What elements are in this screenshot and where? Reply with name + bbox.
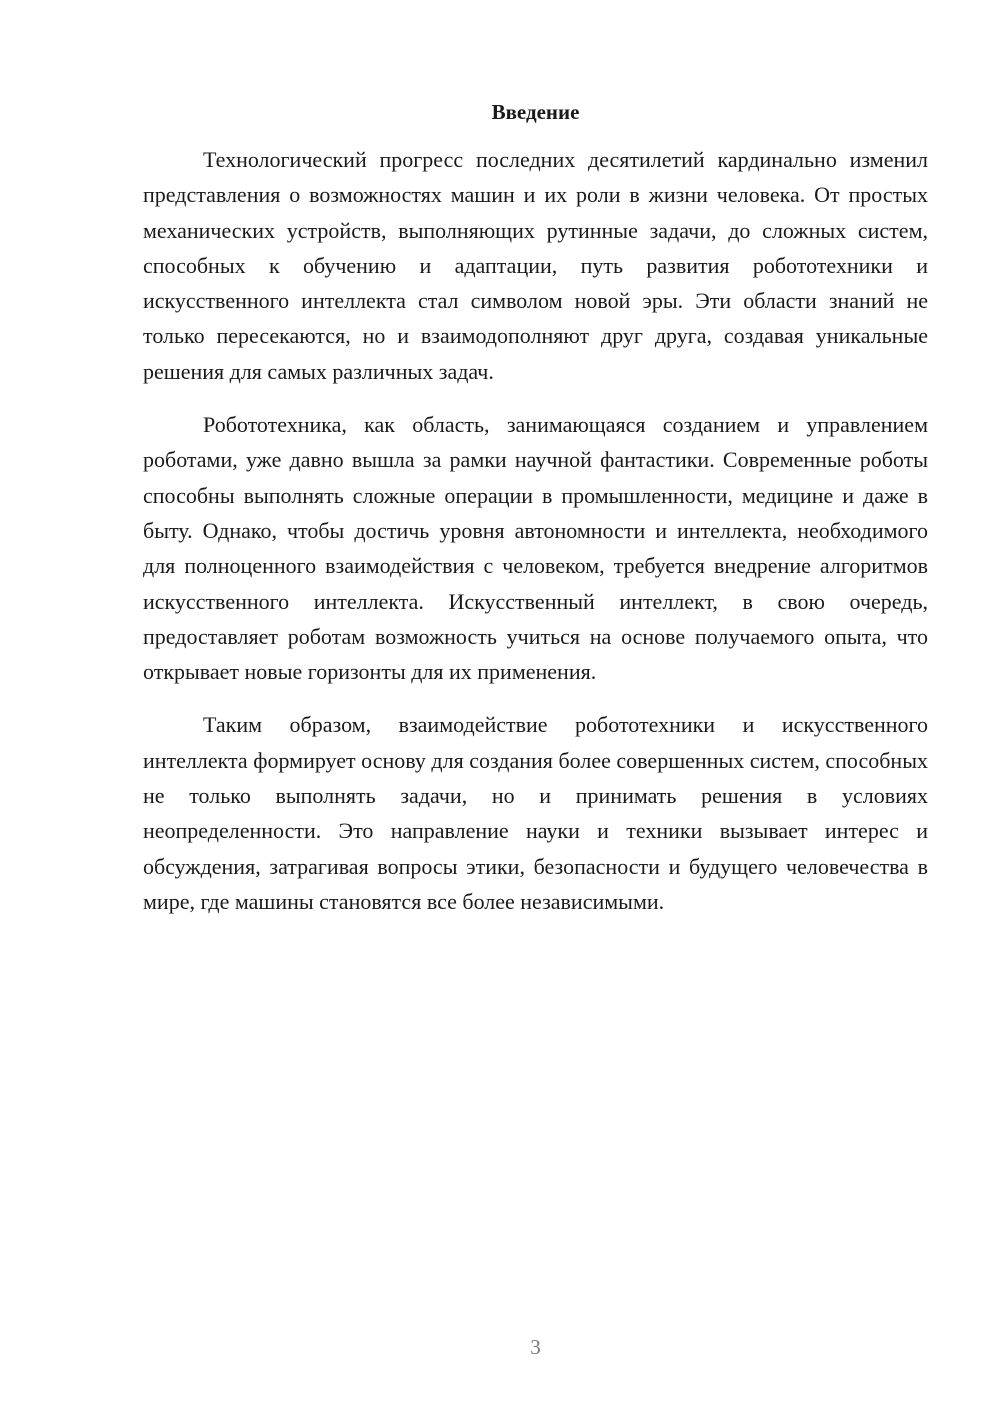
paragraph-1: Технологический прогресс последних десятилетий кардинально изменил представления о возможностях машин и их роли в жизни человека. От простых механических устройств, выполняющих рутинные задачи, до сложных систем, способных к обучению и адаптации, путь развития робототехники и искусственного интеллекта стал символом новой эры. Эти области знаний не только пересекаются, но и взаимодополняют друг друга, создавая уникальные решения для самых различных задач. — [143, 147, 928, 384]
page-title: Введение — [491, 100, 580, 124]
document-body — [143, 142, 928, 937]
paragraph-2: Робототехника, как область, занимающаяся созданием и управлением роботами, уже давно вышла за рамки научной фантастики. Современные роботы способны выполнять сложные операции в промышленности, медицине и даже в быту. Однако, чтобы достичь уровня автономности и интеллекта, необходимого для полноценного взаимодействия с человеком, требуется внедрение алгоритмов искусственного интеллекта. Искусственный интеллект, в свою очередь, предоставляет роботам возможность учиться на основе получаемого опыта, что открывает новые горизонты для их применения. — [143, 412, 928, 685]
page-number: 3 — [530, 1335, 541, 1359]
paragraph-3: Таким образом, взаимодействие робототехники и искусственного интеллекта формирует основу для создания более совершенных систем, способных не только выполнять задачи, но и принимать решения в условиях неопределенности. Это направление науки и техники вызывает интерес и обсуждения, затрагивая вопросы этики, безопасности и будущего человечества в мире, где машины становятся все более независимыми. — [143, 712, 928, 914]
